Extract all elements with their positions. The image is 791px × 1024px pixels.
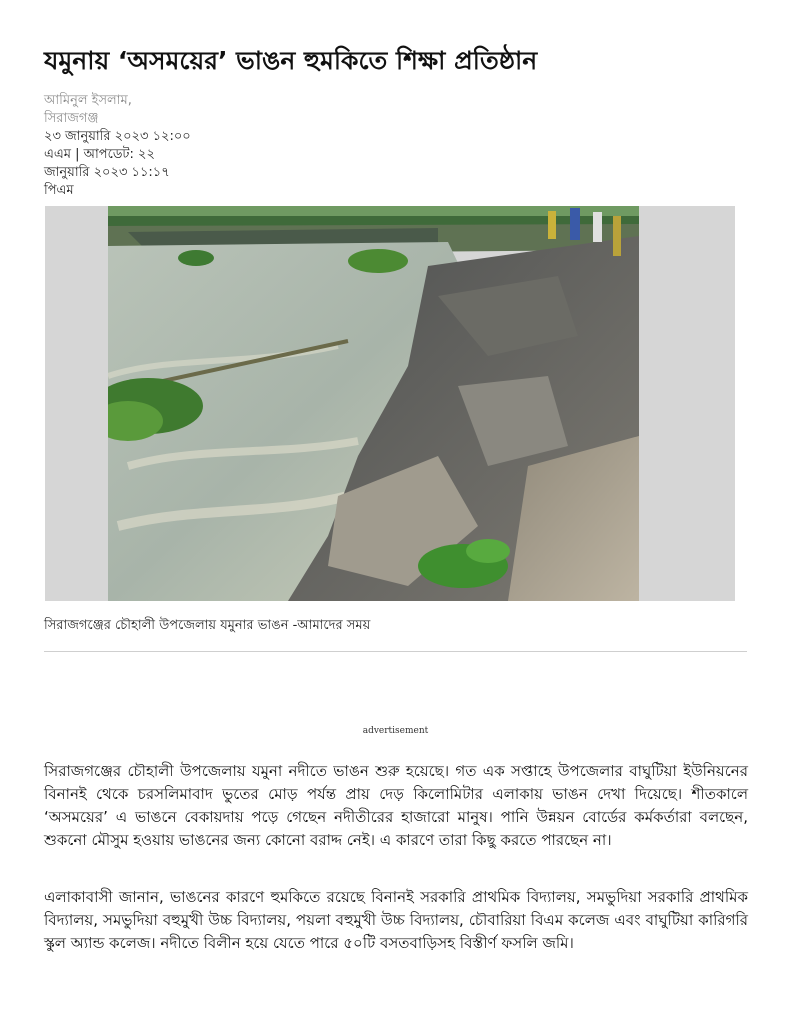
publish-date-line-4: পিএম <box>44 183 74 198</box>
byline <box>44 92 304 200</box>
image-caption: সিরাজগঞ্জের চৌহালী উপজেলায় যমুনার ভাঙন -আমাদের সময় <box>44 618 371 633</box>
publish-date-line-2: এএম | আপডেট: ২২ <box>44 147 155 162</box>
article-headline: যমুনায় ‘অসময়ের’ ভাঙন হুমকিতে শিক্ষা প্রতিষ্ঠান <box>44 46 538 75</box>
caption-divider <box>44 651 747 652</box>
riverbank-erosion-photo[interactable] <box>108 206 639 601</box>
article-paragraph-1: সিরাজগঞ্জের চৌহালী উপজেলায় যমুনা নদীতে ভাঙন শুরু হয়েছে। গত এক সপ্তাহে উপজেলার বাঘুটিয়া ইউনিয়নের বিনানই থেকে চরসলিমাবাদ ভুতের মোড় পর্যন্ত প্রায় দেড় কিলোমিটার এলাকায় ভাঙন দেখা দিয়েছে। শীতকালে ‘অসময়ের’ এ ভাঙনে বেকায়দায় পড়ে গেছেন নদীতীরের হাজারো মানুষ। পানি উন্নয়ন বোর্ডের কর্মকর্তারা বলছেন, শুকনো মৌসুম হওয়ায় ভাঙনের জন্য কোনো বরাদ্দ নেই। এ কারণে তারা কিছু করতে পারছেন না। <box>44 762 748 849</box>
article-image-frame <box>45 206 735 601</box>
publish-date-line-1: ২৩ জানুয়ারি ২০২৩ ১২:০০ <box>44 129 191 144</box>
author-name[interactable]: আমিনুল ইসলাম, <box>44 93 132 108</box>
article-paragraph-2: এলাকাবাসী জানান, ভাঙনের কারণে হুমকিতে রয়েছে বিনানই সরকারি প্রাথমিক বিদ্যালয়, সমভুদিয়া সরকারি প্রাথমিক বিদ্যালয়, সমভুদিয়া বহুমুখী উচ্চ বিদ্যালয়, পয়লা বহুমুখী উচ্চ বিদ্যালয়, চৌবারিয়া বিএম কলেজ এবং বাঘুটিয়া কারিগরি স্কুল অ্যান্ড কলেজ। নদীতে বিলীন হয়ে যেতে পারে ৫০টি বসতবাড়িসহ বিস্তীর্ণ ফসলি জমি। <box>44 888 748 952</box>
publish-date-line-3: জানুয়ারি ২০২৩ ১১:১৭ <box>44 165 170 180</box>
author-location: সিরাজগঞ্জ <box>44 111 99 126</box>
advertisement-label: advertisement <box>362 726 429 736</box>
